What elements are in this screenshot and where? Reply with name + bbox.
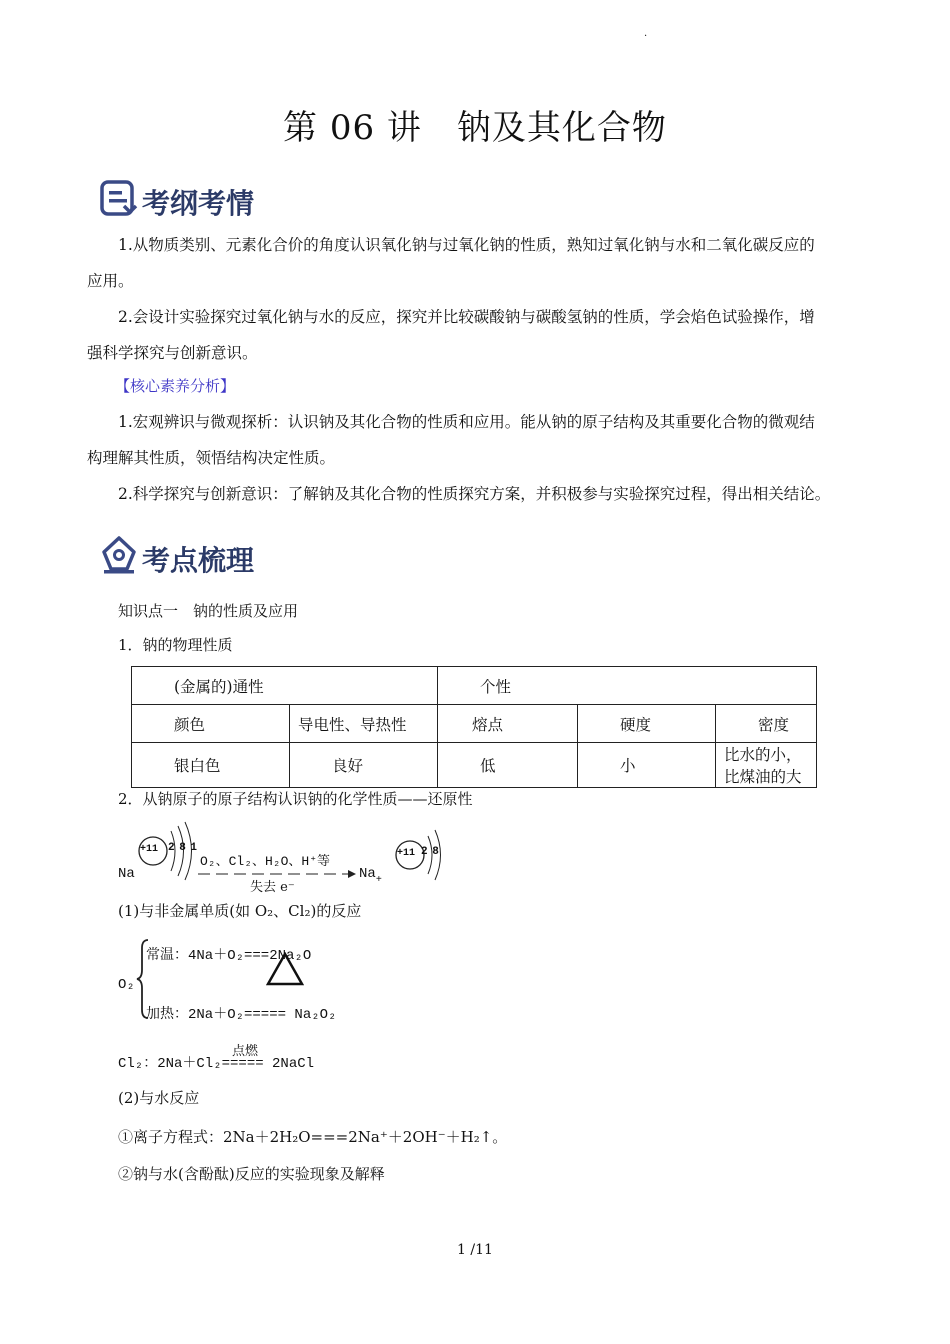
- list-icon: [100, 180, 138, 218]
- outline-line: 2.会设计实验探究过氧化钠与水的反应，探究并比较碳酸钠与碳酸氢钠的性质，学会焰色试验操作，增: [118, 308, 815, 326]
- sodium-symbol: Na: [118, 866, 135, 882]
- section-heading: 考纲考情: [142, 187, 255, 220]
- pin-icon: [100, 535, 138, 575]
- page-number: 1 /11: [457, 1242, 493, 1258]
- page-title: 第 06 讲 钠及其化合物: [283, 108, 667, 148]
- outline-line: 强科学探究与创新意识。: [87, 344, 258, 362]
- core-line: 1.宏观辨识与微观探析：认识钠及其化合物的性质和应用。能从钠的原子结构及其重要化合物的微观结: [118, 413, 815, 431]
- ionic-equation: ①离子方程式：2Na＋2H₂O===2Na⁺＋2OH⁻＋H₂↑。: [118, 1128, 508, 1146]
- header-mark: .: [644, 28, 648, 39]
- right-nucleus-charge: +11: [397, 848, 416, 859]
- table-header-cell: (金属的)通性: [132, 667, 438, 705]
- core-literacy-text: [87, 404, 867, 512]
- outline-line: 应用。: [87, 272, 134, 290]
- reaction-subtitle: (1)与非金属单质(如 O₂、Cl₂)的反应: [118, 902, 362, 920]
- table-row: [132, 743, 817, 788]
- properties-table: [131, 666, 817, 788]
- left-nucleus-charge: +11: [140, 844, 159, 855]
- table-cell: 银白色: [132, 743, 290, 788]
- table-cell: 密度: [716, 705, 817, 743]
- table-cell: 良好: [290, 743, 438, 788]
- outline-text: [87, 227, 867, 371]
- sodium-ion-text: Na: [359, 866, 376, 882]
- table-row: [132, 705, 817, 743]
- table-cell: 导电性、导热性: [290, 705, 438, 743]
- o2-room-temp-reaction: 常温：4Na＋O₂===2Na₂O: [146, 948, 312, 964]
- lose-electron-label: 失去 e⁻: [250, 880, 295, 895]
- subsection-title: 2．从钠原子的原子结构认识钠的化学性质——还原性: [118, 790, 473, 808]
- sodium-ion-symbol: [359, 866, 382, 886]
- reagents-label: O₂、Cl₂、H₂O、H⁺等: [200, 854, 331, 869]
- section-heading: 考点梳理: [142, 544, 255, 577]
- table-cell: 熔点: [438, 705, 578, 743]
- table-cell: 低: [438, 743, 578, 788]
- ignite-condition: 点燃: [232, 1044, 259, 1059]
- table-cell: 颜色: [132, 705, 290, 743]
- right-electron-shells: 2 8: [421, 846, 438, 858]
- heat-triangle-icon: [266, 952, 304, 986]
- o2-label: O₂: [118, 977, 135, 993]
- subsection-title: 1．钠的物理性质: [118, 636, 233, 654]
- outline-line: 1.从物质类别、元素化合价的角度认识氧化钠与过氧化钠的性质，熟知过氧化钠与水和二氧化碳反应的: [118, 236, 815, 254]
- table-row: [132, 667, 817, 705]
- o2-heat-reaction: 加热：2Na＋O₂===== Na₂O₂: [146, 1007, 337, 1023]
- core-line: 2.科学探究与创新意识：了解钠及其化合物的性质探究方案，并积极参与实验探究过程，得出相关结论。: [118, 485, 831, 503]
- sodium-atom-diagram: [118, 818, 458, 898]
- table-header-cell: 个性: [438, 667, 817, 705]
- reaction-subtitle: (2)与水反应: [118, 1089, 200, 1107]
- left-electron-shells: 2 8 1: [168, 842, 197, 854]
- table-cell: 小: [578, 743, 716, 788]
- ion-charge: +: [375, 875, 382, 886]
- knowledge-point-title: 知识点一 钠的性质及应用: [118, 602, 299, 620]
- table-cell: 比水的小，比煤油的大: [716, 743, 817, 788]
- core-literacy-label: 【核心素养分析】: [115, 377, 236, 395]
- experiment-title: ②钠与水(含酚酞)反应的实验现象及解释: [118, 1165, 385, 1183]
- cl2-reaction: Cl₂：2Na＋Cl₂===== 2NaCl: [118, 1056, 315, 1072]
- table-cell: 硬度: [578, 705, 716, 743]
- core-line: 构理解其性质，领悟结构决定性质。: [87, 449, 336, 467]
